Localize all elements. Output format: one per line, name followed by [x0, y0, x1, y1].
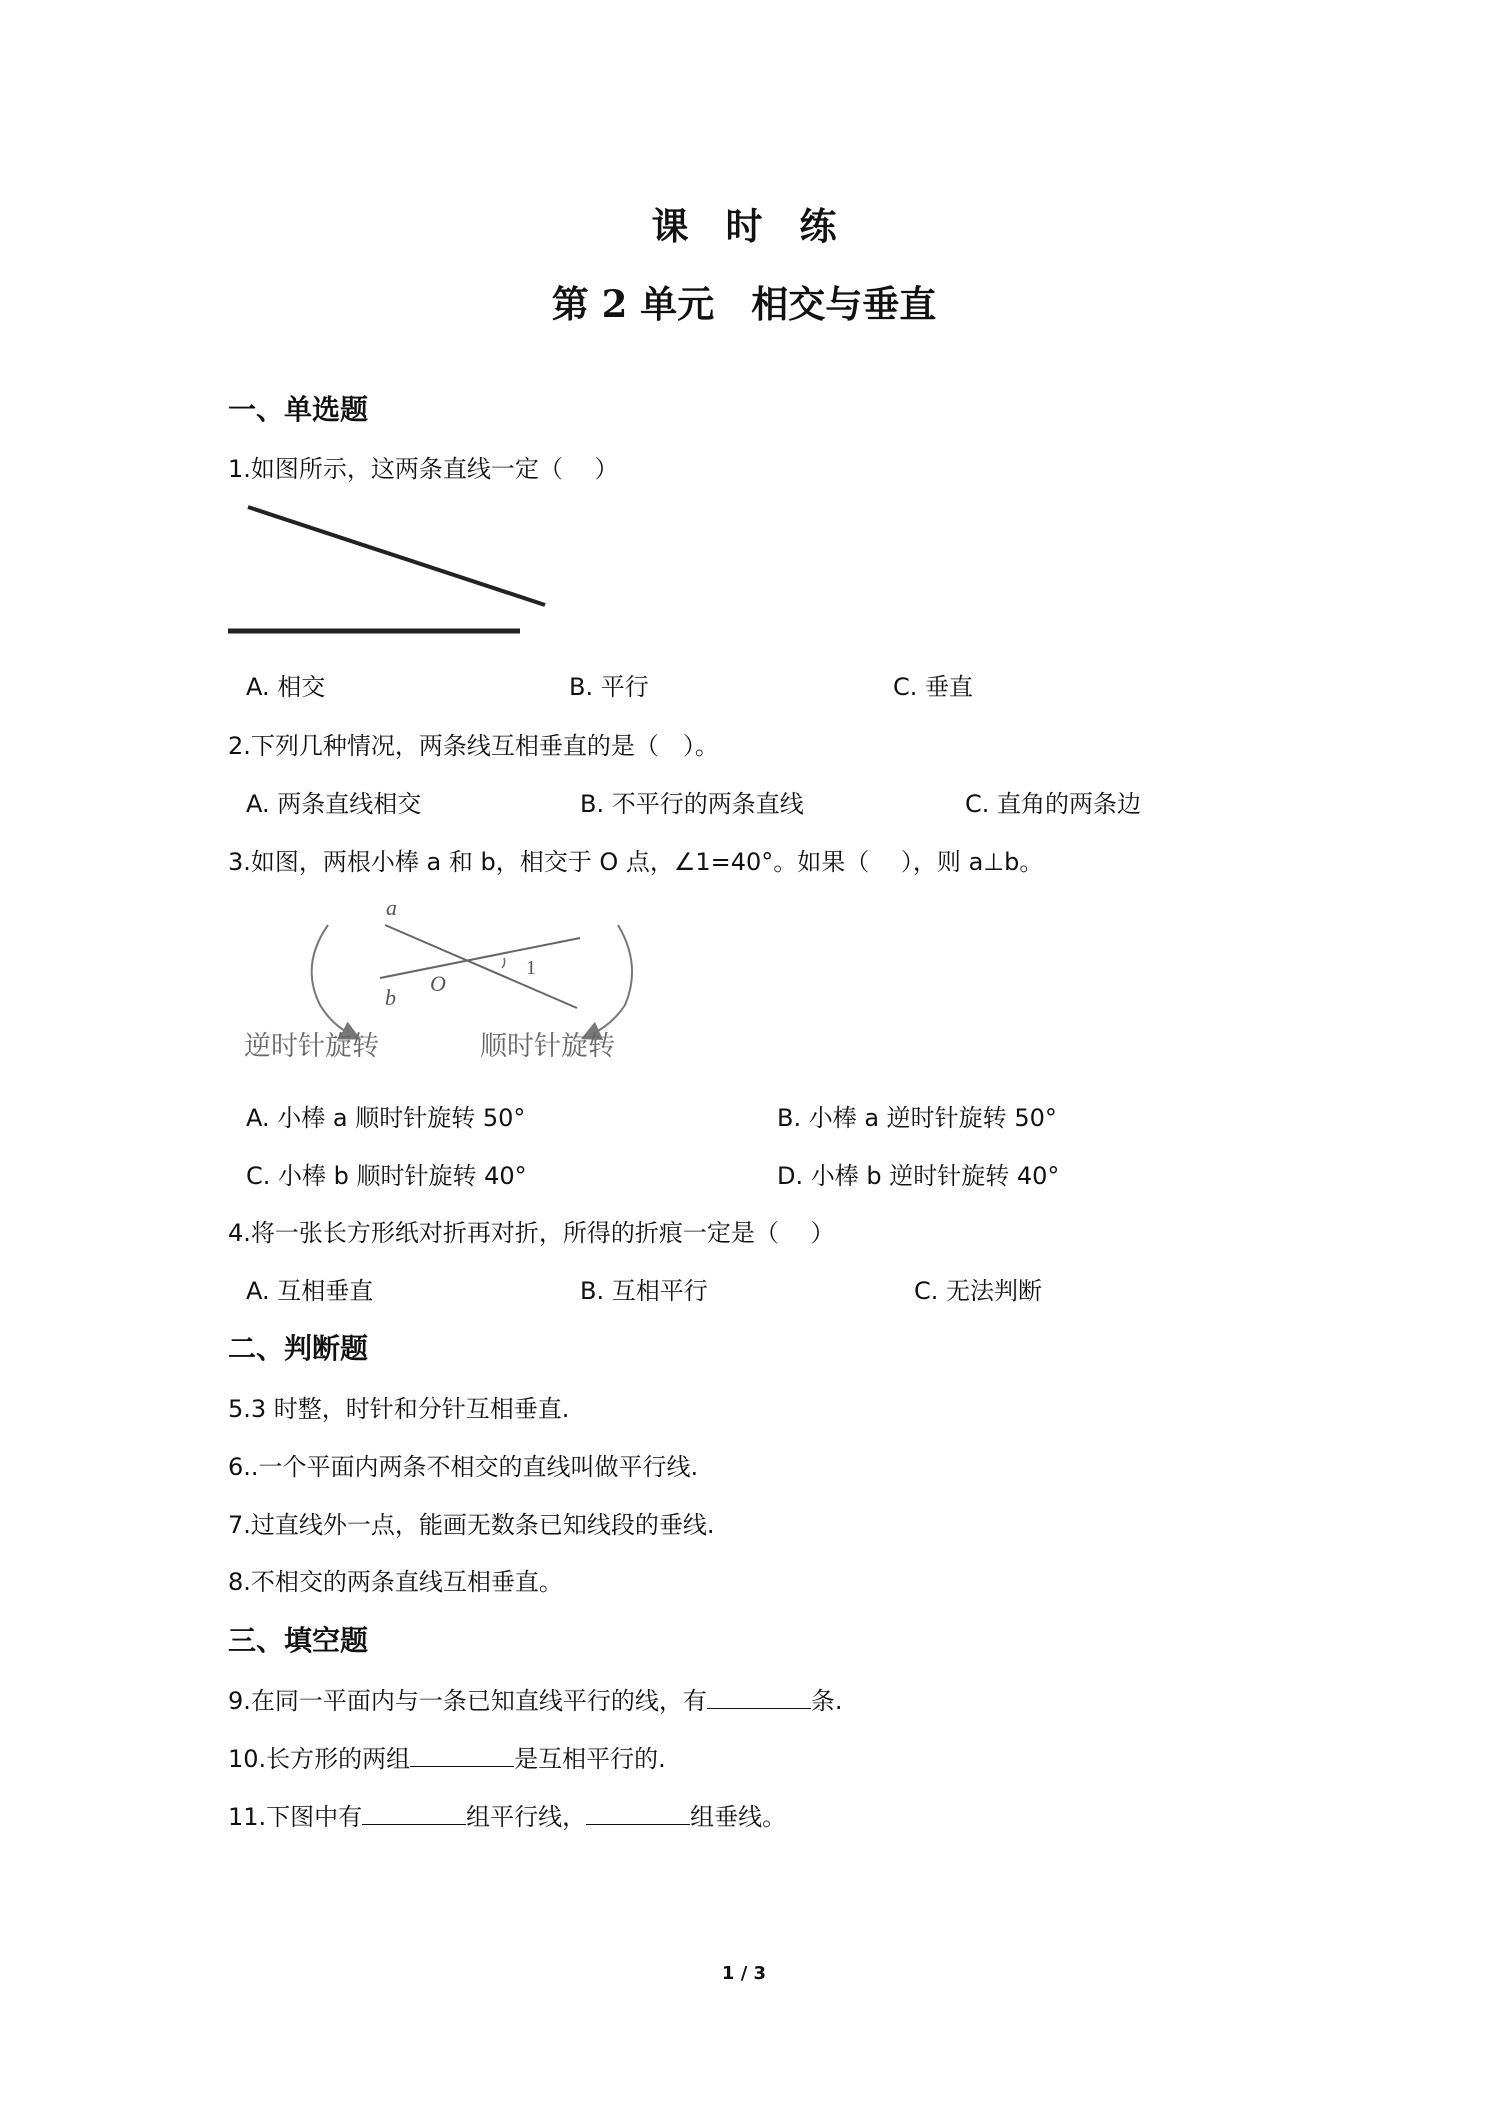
- ccw-arrow: [312, 925, 352, 1035]
- angle-1-arc: [502, 958, 505, 968]
- question-8: 8.不相交的两条直线互相垂直。: [228, 1568, 563, 1596]
- q4-option-c[interactable]: C. 无法判断: [914, 1277, 1043, 1305]
- q2-option-a[interactable]: A. 两条直线相交: [246, 790, 422, 818]
- q2-option-c[interactable]: C. 直角的两条边: [965, 790, 1142, 818]
- q11-text-after: 组垂线。: [690, 1803, 787, 1831]
- q4-option-a[interactable]: A. 互相垂直: [246, 1277, 374, 1305]
- cw-arrow: [590, 925, 632, 1035]
- section-heading-fill-blank: 三、填空题: [228, 1624, 369, 1657]
- question-10: [228, 1739, 666, 1774]
- question-6: 6..一个平面内两条不相交的直线叫做平行线.: [228, 1453, 699, 1481]
- q9-text-before: 9.在同一平面内与一条已知直线平行的线，有: [228, 1687, 707, 1715]
- q3-option-d[interactable]: D. 小棒 b 逆时针旋转 40°: [777, 1162, 1060, 1190]
- label-b: b: [385, 985, 396, 1010]
- question-7: 7.过直线外一点，能画无数条已知线段的垂线.: [228, 1511, 715, 1539]
- q1-option-c[interactable]: C. 垂直: [893, 673, 974, 701]
- page-title: 课 时 练: [651, 204, 837, 248]
- question-9: [228, 1681, 843, 1716]
- page-number: 1 / 3: [721, 1963, 767, 1984]
- question-4: 4.将一张长方形纸对折再对折，所得的折痕一定是（ ）: [228, 1219, 835, 1247]
- q11-blank-perpendicular[interactable]: [586, 1802, 690, 1825]
- q1-slanted-line: [248, 507, 545, 605]
- q3-option-b[interactable]: B. 小棒 a 逆时针旋转 50°: [777, 1104, 1057, 1132]
- label-counterclockwise: 逆时针旋转: [244, 1031, 379, 1062]
- question-1: 1.如图所示，这两条直线一定（ ）: [228, 455, 619, 483]
- q4-option-b[interactable]: B. 互相平行: [580, 1277, 708, 1305]
- q2-option-b[interactable]: B. 不平行的两条直线: [580, 790, 804, 818]
- q10-blank[interactable]: [410, 1744, 514, 1767]
- label-o: O: [430, 971, 446, 996]
- section-heading-true-false: 二、判断题: [228, 1332, 369, 1365]
- q10-text-before: 10.长方形的两组: [228, 1745, 411, 1773]
- q3-figure: [240, 895, 670, 1065]
- section-heading-single-choice: 一、单选题: [228, 393, 369, 426]
- q1-option-a[interactable]: A. 相交: [246, 673, 326, 701]
- label-a: a: [386, 895, 397, 920]
- question-2: 2.下列几种情况，两条线互相垂直的是（ ）。: [228, 732, 719, 760]
- q9-blank[interactable]: [707, 1686, 811, 1709]
- page-subtitle: 第 2 单元 相交与垂直: [551, 282, 937, 326]
- label-clockwise: 顺时针旋转: [480, 1031, 615, 1062]
- question-11: [228, 1797, 786, 1832]
- q11-blank-parallel[interactable]: [362, 1802, 466, 1825]
- q11-text-before: 11.下图中有: [228, 1803, 363, 1831]
- q11-text-mid: 组平行线，: [466, 1803, 587, 1831]
- stick-a: [385, 925, 577, 1008]
- q9-text-after: 条.: [810, 1687, 843, 1715]
- q10-text-after: 是互相平行的.: [514, 1745, 666, 1773]
- q1-option-b[interactable]: B. 平行: [569, 673, 649, 701]
- q3-option-c[interactable]: C. 小棒 b 顺时针旋转 40°: [246, 1162, 527, 1190]
- q1-figure: [220, 495, 560, 645]
- stick-b: [380, 938, 580, 978]
- q3-option-a[interactable]: A. 小棒 a 顺时针旋转 50°: [246, 1104, 526, 1132]
- question-3: 3.如图，两根小棒 a 和 b，相交于 O 点，∠1=40°。如果（ ），则 a⊥b。: [228, 848, 1044, 876]
- question-5: 5.3 时整，时针和分针互相垂直.: [228, 1395, 570, 1423]
- label-angle-1: 1: [526, 957, 536, 979]
